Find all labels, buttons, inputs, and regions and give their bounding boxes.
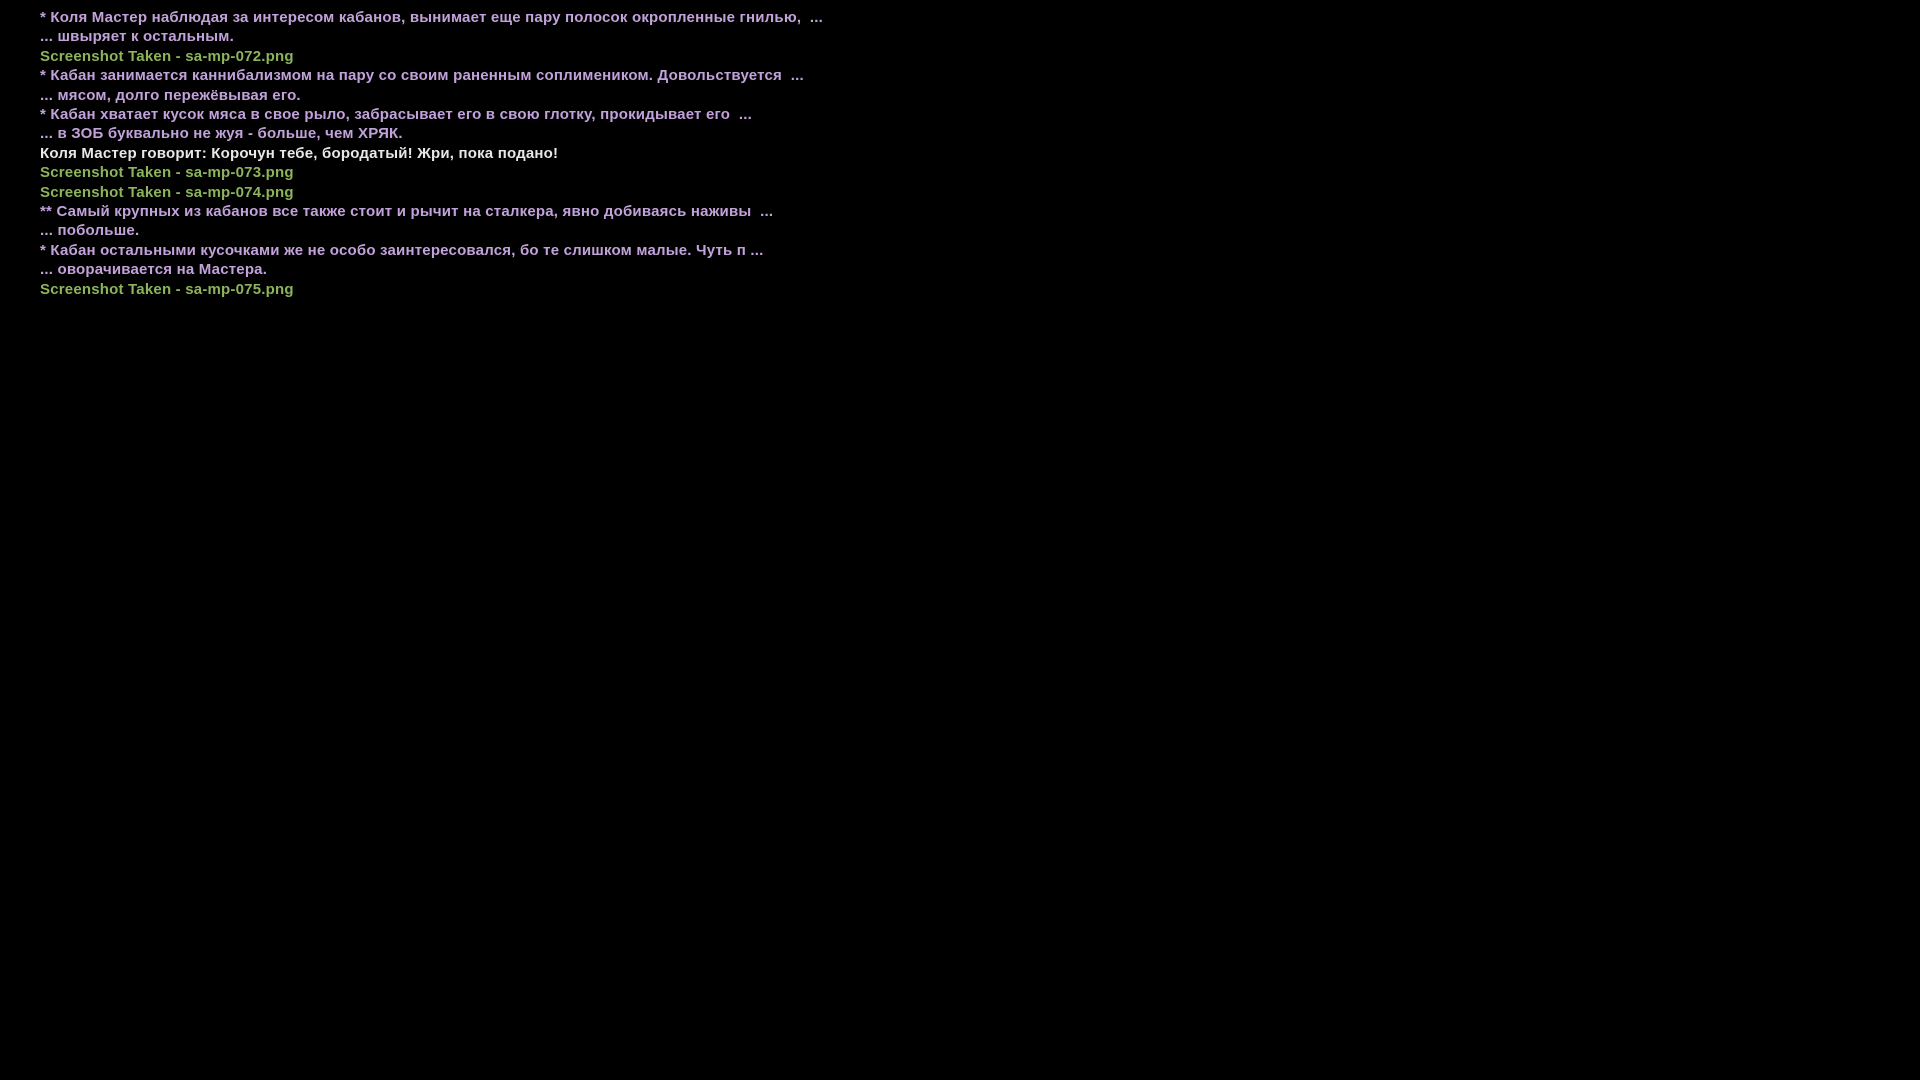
chat-line-system_green: Screenshot Taken - sa-mp-072.png	[40, 47, 294, 65]
chat-line-me_action: ** Самый крупных из кабанов все также стоит и рычит на сталкера, явно добиваясь наживы ...	[40, 203, 774, 221]
chat-line-me_action: * Кабан остальными кусочками же не особо заинтересовался, бо те слишком малые. Чуть п ...	[40, 241, 764, 259]
chat-line-system_green: Screenshot Taken - sa-mp-073.png	[40, 164, 294, 182]
chat-line-system_green: Screenshot Taken - sa-mp-075.png	[40, 280, 294, 298]
chat-line-speech: Коля Мастер говорит: Корочун тебе, бородатый! Жри, пока подано!	[40, 144, 559, 162]
chat-line-me_action: * Кабан хватает кусок мяса в свое рыло, забрасывает его в свою глотку, прокидывает его ...	[40, 106, 752, 124]
chat-line-me_action: ... побольше.	[40, 222, 140, 240]
chat-line-me_action: ... швыряет к остальным.	[40, 28, 234, 46]
chat-line-system_green: Screenshot Taken - sa-mp-074.png	[40, 183, 294, 201]
chat-line-me_action: * Кабан занимается каннибализмом на пару со своим раненным соплимеником. Довольствуется ...	[40, 67, 804, 85]
chat-line-me_action: ... оворачивается на Мастера.	[40, 261, 268, 279]
chat-line-me_action: * Коля Мастер наблюдая за интересом кабанов, вынимает еще пару полосок окропленные гнилью, ...	[40, 9, 824, 26]
chat-line-me_action: ... в ЗОБ буквально не жуя - больше, чем ХРЯК.	[40, 125, 403, 143]
chat-line-me_action: ... мясом, долго пережёвывая его.	[40, 86, 301, 104]
chat-log	[40, 8, 1440, 299]
